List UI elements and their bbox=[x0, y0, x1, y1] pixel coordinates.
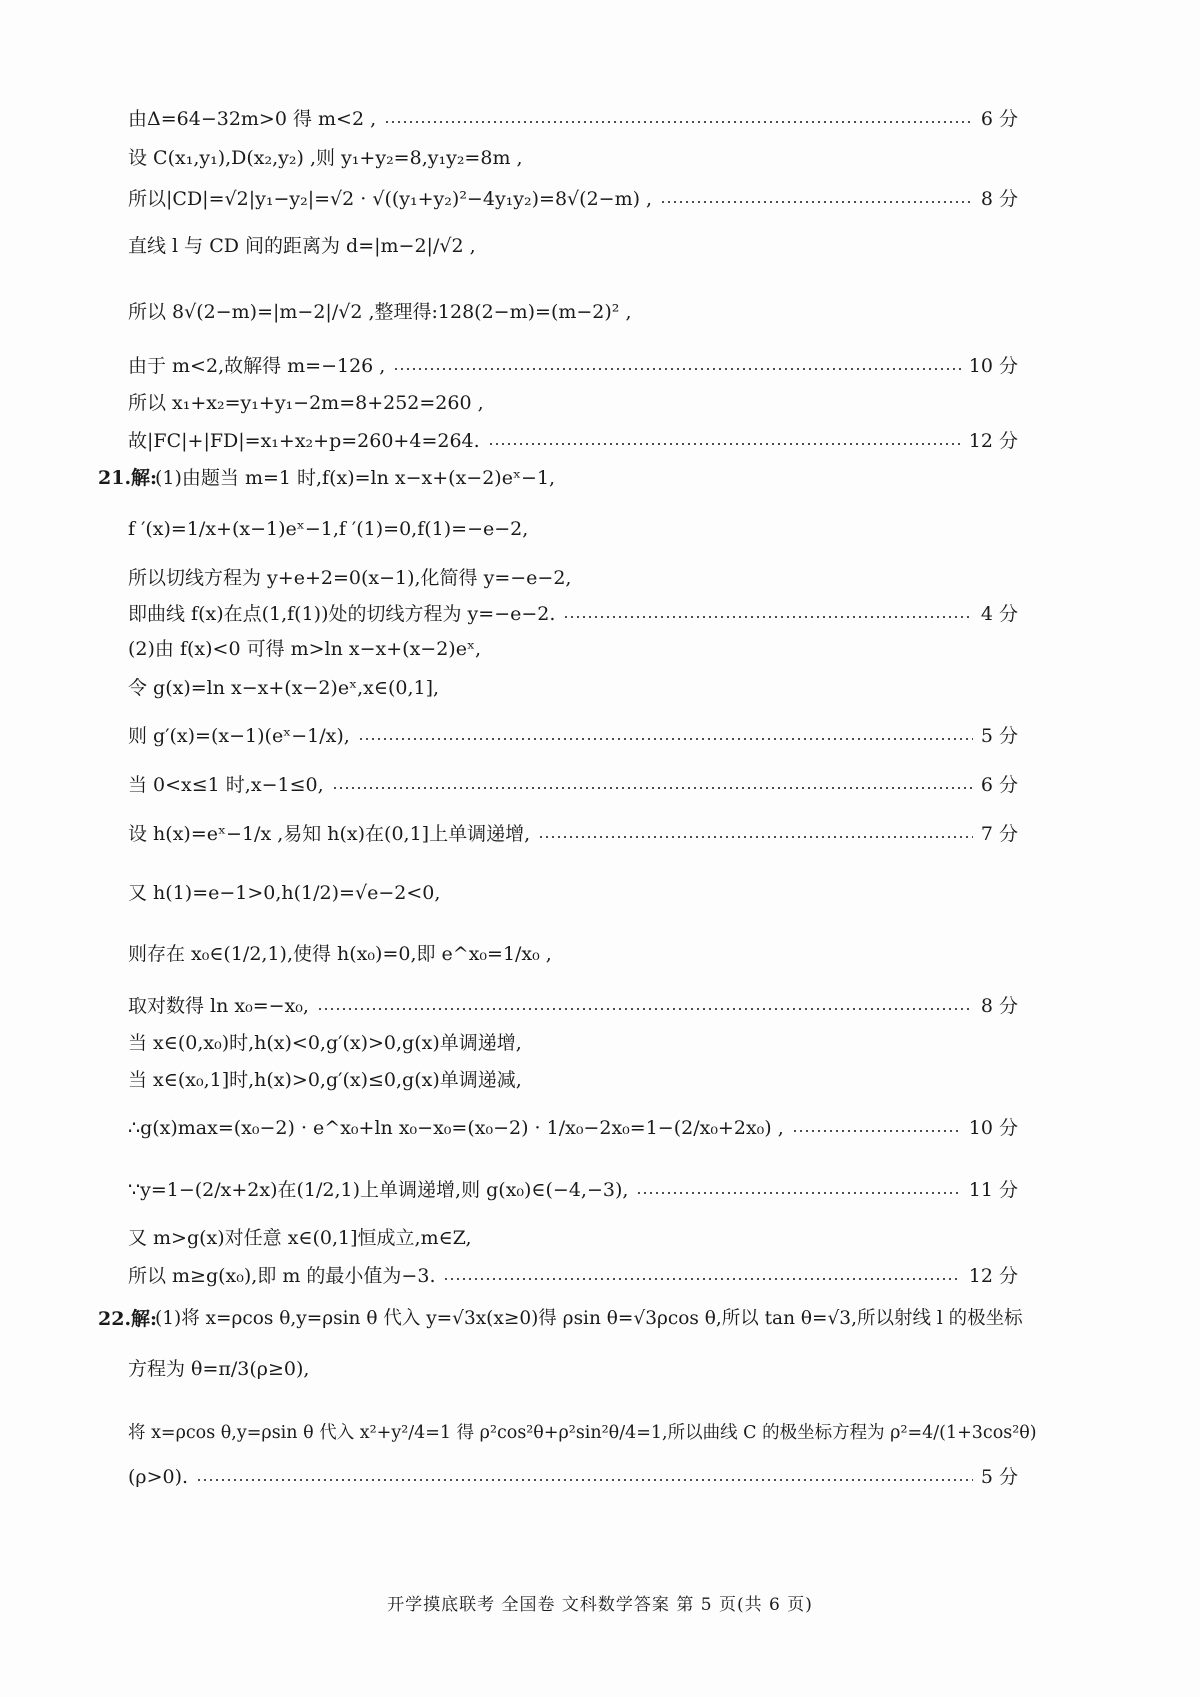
line-text: 所以 8√(2−m)=|m−2|/√2 ,整理得:128(2−m)=(m−2)² , bbox=[128, 301, 632, 323]
line-text: 取对数得 ln x₀=−x₀, bbox=[128, 995, 309, 1017]
score-mark: 8 分 bbox=[980, 188, 1018, 210]
line-text: 当 0<x≤1 时,x−1≤0, bbox=[128, 774, 324, 796]
score-mark: 4 分 bbox=[980, 603, 1018, 625]
dot-leader bbox=[792, 1130, 961, 1132]
question-number: 21.解: bbox=[98, 467, 158, 489]
dot-leader bbox=[488, 443, 961, 445]
line-text: (1)将 x=ρcos θ,y=ρsin θ 代入 y=√3x(x≥0)得 ρsin θ=√3ρcos θ,所以 tan θ=√3,所以射线 l 的极坐标 bbox=[155, 1308, 1023, 1329]
score-mark: 7 分 bbox=[980, 823, 1018, 845]
line-text: 由Δ=64−32m>0 得 m<2 , bbox=[128, 108, 377, 130]
score-mark: 6 分 bbox=[980, 774, 1018, 796]
dot-leader bbox=[563, 616, 972, 618]
dot-leader bbox=[393, 368, 960, 370]
score-mark: 11 分 bbox=[968, 1179, 1018, 1201]
line-text: 由于 m<2,故解得 m=−126 , bbox=[128, 355, 386, 377]
score-mark: 10 分 bbox=[968, 355, 1018, 377]
line-text: 故|FC|+|FD|=x₁+x₂+p=260+4=264. bbox=[128, 430, 480, 452]
dot-leader bbox=[317, 1008, 973, 1010]
dot-leader bbox=[384, 121, 973, 123]
dot-leader bbox=[636, 1192, 960, 1194]
line-text: 所以切线方程为 y+e+2=0(x−1),化简得 y=−e−2, bbox=[128, 567, 572, 589]
line-text: 设 C(x₁,y₁),D(x₂,y₂) ,则 y₁+y₂=8,y₁y₂=8m , bbox=[128, 147, 523, 169]
line-text: 当 x∈(x₀,1]时,h(x)>0,g′(x)≤0,g(x)单调递减, bbox=[128, 1069, 522, 1091]
score-mark: 6 分 bbox=[980, 108, 1018, 130]
score-mark: 12 分 bbox=[968, 1265, 1018, 1287]
line-text: 所以 x₁+x₂=y₁+y₁−2m=8+252=260 , bbox=[128, 392, 484, 414]
score-mark: 12 分 bbox=[968, 430, 1018, 452]
line-text: 所以 m≥g(x₀),即 m 的最小值为−3. bbox=[128, 1265, 436, 1287]
line-text: 直线 l 与 CD 间的距离为 d=|m−2|/√2 , bbox=[128, 235, 476, 257]
line-text: 当 x∈(0,x₀)时,h(x)<0,g′(x)>0,g(x)单调递增, bbox=[128, 1032, 522, 1054]
score-mark: 10 分 bbox=[968, 1117, 1018, 1139]
line-text: 又 h(1)=e−1>0,h(1/2)=√e−2<0, bbox=[128, 882, 441, 904]
dot-leader bbox=[660, 201, 973, 203]
score-mark: 5 分 bbox=[980, 1466, 1018, 1488]
line-text: 即曲线 f(x)在点(1,f(1))处的切线方程为 y=−e−2. bbox=[128, 603, 556, 625]
dot-leader bbox=[443, 1278, 960, 1280]
line-text: 则 g′(x)=(x−1)(eˣ−1/x), bbox=[128, 725, 350, 747]
line-text: ∴g(x)max=(x₀−2) · e^x₀+ln x₀−x₀=(x₀−2) · 1/x₀−2x₀=1−(2/x₀+2x₀) , bbox=[128, 1117, 784, 1139]
line-text: ∵y=1−(2/x+2x)在(1/2,1)上单调递增,则 g(x₀)∈(−4,−3), bbox=[128, 1179, 629, 1201]
line-text: 将 x=ρcos θ,y=ρsin θ 代入 x²+y²/4=1 得 ρ²cos²θ+ρ²sin²θ/4=1,所以曲线 C 的极坐标方程为 ρ²=4/(1+3cos²θ) bbox=[128, 1423, 1037, 1443]
dot-leader bbox=[196, 1479, 973, 1481]
line-text: 所以|CD|=√2|y₁−y₂|=√2 · √((y₁+y₂)²−4y₁y₂)=8√(2−m) , bbox=[128, 188, 653, 210]
line-text: 则存在 x₀∈(1/2,1),使得 h(x₀)=0,即 e^x₀=1/x₀ , bbox=[128, 943, 552, 965]
page-footer: 开学摸底联考 全国卷 文科数学答案 第 5 页(共 6 页) bbox=[387, 1595, 813, 1615]
dot-leader bbox=[538, 836, 973, 838]
dot-leader bbox=[358, 738, 973, 740]
line-text: 设 h(x)=eˣ−1/x ,易知 h(x)在(0,1]上单调递增, bbox=[128, 823, 531, 845]
dot-leader bbox=[332, 787, 973, 789]
score-mark: 5 分 bbox=[980, 725, 1018, 747]
line-text: (ρ>0). bbox=[128, 1466, 189, 1488]
question-number: 22.解: bbox=[98, 1308, 158, 1330]
score-mark: 8 分 bbox=[980, 995, 1018, 1017]
line-text: (1)由题当 m=1 时,f(x)=ln x−x+(x−2)eˣ−1, bbox=[155, 467, 556, 489]
line-text: 方程为 θ=π/3(ρ≥0), bbox=[128, 1358, 310, 1380]
line-text: 令 g(x)=ln x−x+(x−2)eˣ,x∈(0,1], bbox=[128, 677, 440, 699]
line-text: 又 m>g(x)对任意 x∈(0,1]恒成立,m∈Z, bbox=[128, 1227, 472, 1249]
line-text: f ′(x)=1/x+(x−1)eˣ−1,f ′(1)=0,f(1)=−e−2, bbox=[128, 518, 529, 540]
line-text: (2)由 f(x)<0 可得 m>ln x−x+(x−2)eˣ, bbox=[128, 638, 482, 660]
